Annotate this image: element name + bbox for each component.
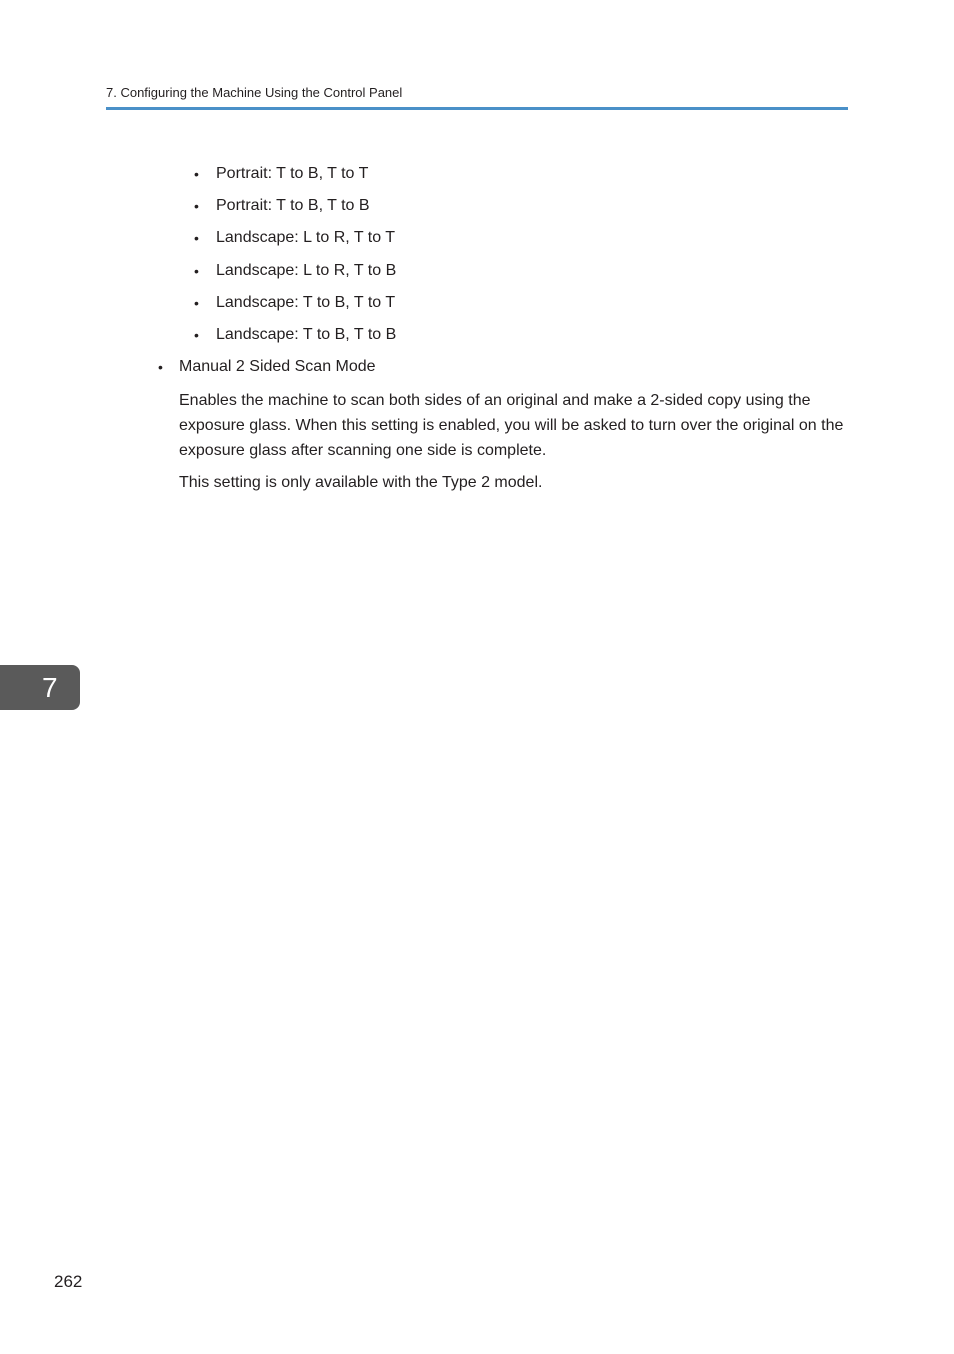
- list-item-label: Portrait: T to B, T to T: [216, 165, 369, 182]
- list-item: [194, 292, 396, 324]
- chapter-tab: 7: [0, 665, 80, 710]
- list-item: [194, 324, 396, 356]
- running-header: 7. Configuring the Machine Using the Control Panel: [106, 85, 403, 100]
- bullet-icon: •: [194, 230, 199, 247]
- bullet-icon: •: [194, 198, 199, 215]
- list-item: [194, 163, 396, 195]
- setting-description: Enables the machine to scan both sides of an original and make a 2-sided copy using the exposure glass. When this setting is enabled, you will be asked to turn over the original on the exposure glass after scanning one side is complete.: [179, 392, 844, 459]
- list-item: [194, 195, 396, 227]
- bullet-icon: •: [194, 294, 199, 311]
- list-item-label: Landscape: L to R, T to T: [216, 229, 396, 247]
- bullet-icon: •: [158, 359, 163, 375]
- setting-name: Manual 2 Sided Scan Mode: [179, 358, 376, 375]
- list-item-label: Landscape: T to B, T to B: [216, 325, 397, 343]
- list-item-label: Portrait: T to B, T to B: [216, 197, 370, 215]
- list-item: [194, 227, 396, 259]
- bullet-icon: •: [194, 326, 199, 343]
- page-number: 262: [54, 1272, 83, 1291]
- header-rule: [106, 107, 848, 110]
- list-item-label: Landscape: L to R, T to B: [216, 261, 397, 279]
- list-item-label: Landscape: T to B, T to T: [216, 293, 396, 311]
- setting-note: This setting is only available with the Type 2 model.: [179, 474, 543, 491]
- bullet-icon: •: [194, 166, 199, 182]
- bullet-icon: •: [194, 262, 199, 279]
- list-item: [194, 260, 396, 292]
- sub-bullet-list: [194, 163, 396, 356]
